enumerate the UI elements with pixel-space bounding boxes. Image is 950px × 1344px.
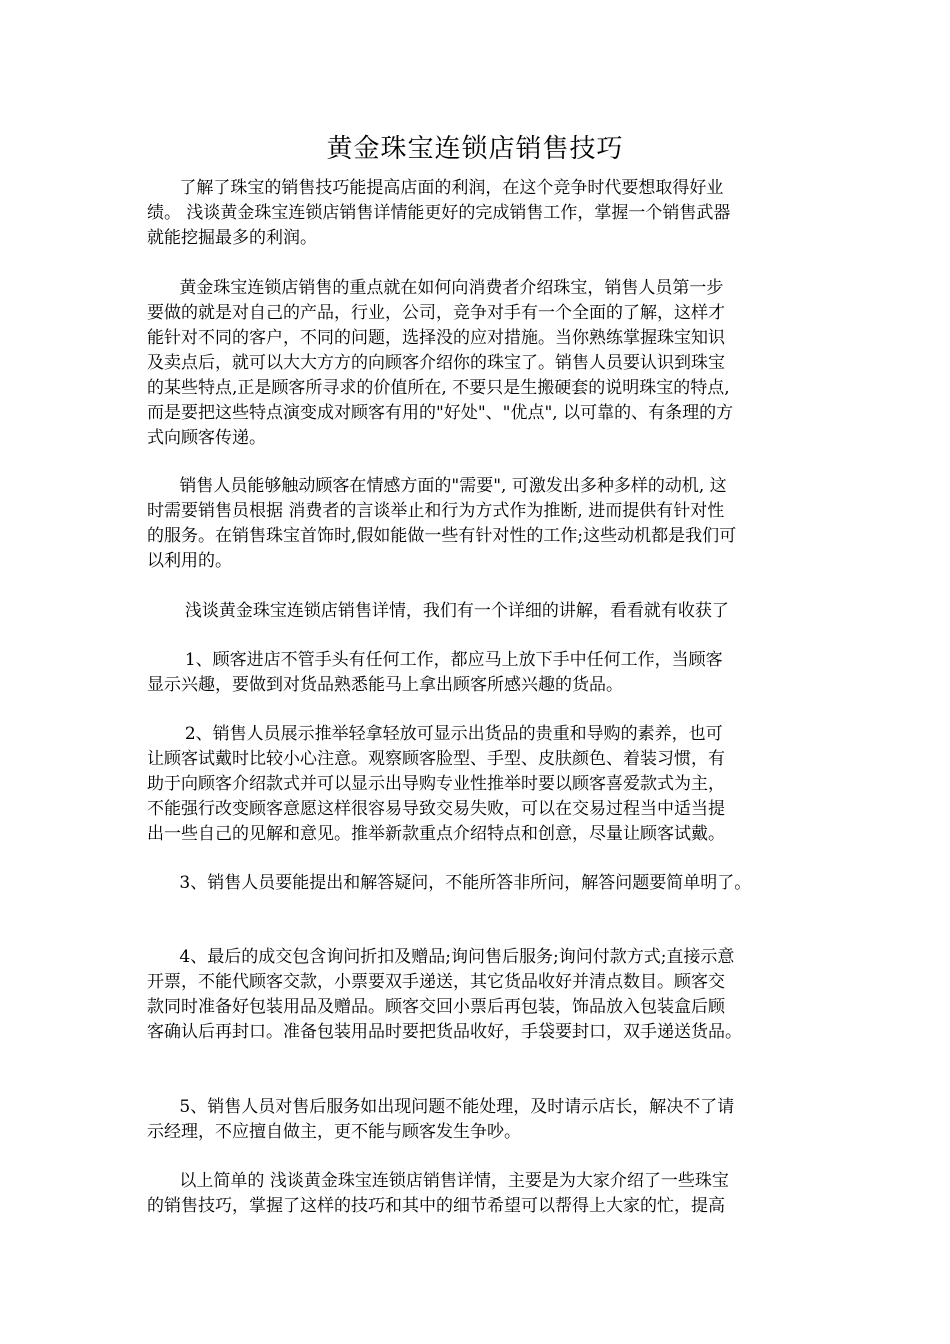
paragraph-focus	[147, 276, 807, 451]
text-line: 销售人员能够触动顾客在情感方面的"需要", 可激发出多种多样的动机, 这	[147, 476, 727, 496]
document-title: 黄金珠宝连锁店销售技巧	[326, 134, 624, 164]
text-line: 助于向顾客介绍款式并可以显示出导购专业性推举时要以顾客喜爱款式为主，	[147, 774, 725, 794]
text-line: 而是要把这些特点演变成对顾客有用的"好处"、"优点", 以可靠的、有条理的方	[147, 403, 734, 423]
text-line: 的服务。在销售珠宝首饰时,假如能做一些有针对性的工作;这些动机都是我们可	[147, 526, 737, 546]
text-line: 绩。 浅谈黄金珠宝连锁店销售详情能更好的完成销售工作，掌握一个销售武器	[147, 203, 731, 223]
text-line: 的销售技巧，掌握了这样的技巧和其中的细节希望可以帮得上大家的忙，提高	[147, 1196, 725, 1216]
text-line: 显示兴趣，要做到对货品熟悉能马上拿出顾客所感兴趣的货品。	[147, 675, 623, 695]
paragraph-emotion	[147, 474, 807, 574]
text-line: 5、销售人员对售后服务如出现问题不能处理，及时请示店长，解决不了请	[147, 1097, 735, 1117]
text-line: 示经理，不应擅自做主，更不能与顾客发生争吵。	[147, 1122, 521, 1142]
paragraph-overview	[147, 599, 807, 624]
paragraph-step-1	[147, 648, 807, 698]
paragraph-step-4	[147, 945, 807, 1045]
text-line: 及卖点后，就可以大大方方的向顾客介绍你的珠宝了。销售人员要认识到珠宝	[147, 353, 725, 373]
text-line: 的某些特点,正是顾客所寻求的价值所在, 不要只是生搬硬套的说明珠宝的特点,	[147, 378, 730, 398]
text-line: 时需要销售员根据 消费者的言谈举止和行为方式作为推断, 进而提供有针对性	[147, 501, 725, 521]
text-line: 要做的就是对自己的产品，行业，公司，竞争对手有一个全面的了解，这样才	[147, 303, 725, 323]
text-line: 1、顾客进店不管手头有任何工作，都应马上放下手中任何工作，当顾客	[147, 650, 723, 670]
text-line: 2、销售人员展示推举轻拿轻放可显示出货品的贵重和导购的素养，也可	[147, 724, 723, 744]
text-line: 让顾客试戴时比较小心注意。观察顾客脸型、手型、皮肤颜色、着装习惯，有	[147, 749, 725, 769]
paragraph-intro	[147, 176, 807, 251]
text-line: 以利用的。	[147, 551, 232, 571]
text-line: 浅谈黄金珠宝连锁店销售详情，我们有一个详细的讲解，看看就有收获了	[147, 601, 729, 621]
text-line: 4、最后的成交包含询问折扣及赠品;询问售后服务;询问付款方式;直接示意	[147, 947, 735, 967]
paragraph-step-5	[147, 1095, 807, 1145]
text-line: 客确认后再封口。准备包装用品时要把货品收好，手袋要封口，双手递送货品。	[147, 1022, 742, 1042]
text-line: 黄金珠宝连锁店销售的重点就在如何向消费者介绍珠宝，销售人员第一步	[147, 278, 724, 298]
text-line: 式向顾客传递。	[147, 428, 266, 448]
text-line: 以上简单的 浅谈黄金珠宝连锁店销售详情，主要是为大家介绍了一些珠宝	[147, 1171, 729, 1191]
text-line: 3、销售人员要能提出和解答疑问，不能所答非所问，解答问题要简单明了。	[147, 873, 752, 893]
paragraph-step-3	[147, 871, 807, 896]
text-line: 开票，不能代顾客交款，小票要双手递送，其它货品收好并清点数目。顾客交	[147, 972, 725, 992]
text-line: 能针对不同的客户，不同的问题，选择没的应对措施。当你熟练掌握珠宝知识	[147, 328, 725, 348]
text-line: 出一些自己的见解和意见。推举新款重点介绍特点和创意，尽量让顾客试戴。	[147, 824, 725, 844]
paragraph-step-2	[147, 722, 807, 847]
paragraph-conclusion	[147, 1169, 807, 1219]
text-line: 不能强行改变顾客意愿这样很容易导致交易失败，可以在交易过程当中适当提	[147, 799, 725, 819]
text-line: 款同时准备好包装用品及赠品。顾客交回小票后再包装，饰品放入包装盒后顾	[147, 997, 725, 1017]
text-line: 了解了珠宝的销售技巧能提高店面的利润，在这个竞争时代要想取得好业	[147, 178, 724, 198]
text-line: 就能挖掘最多的利润。	[147, 228, 317, 248]
